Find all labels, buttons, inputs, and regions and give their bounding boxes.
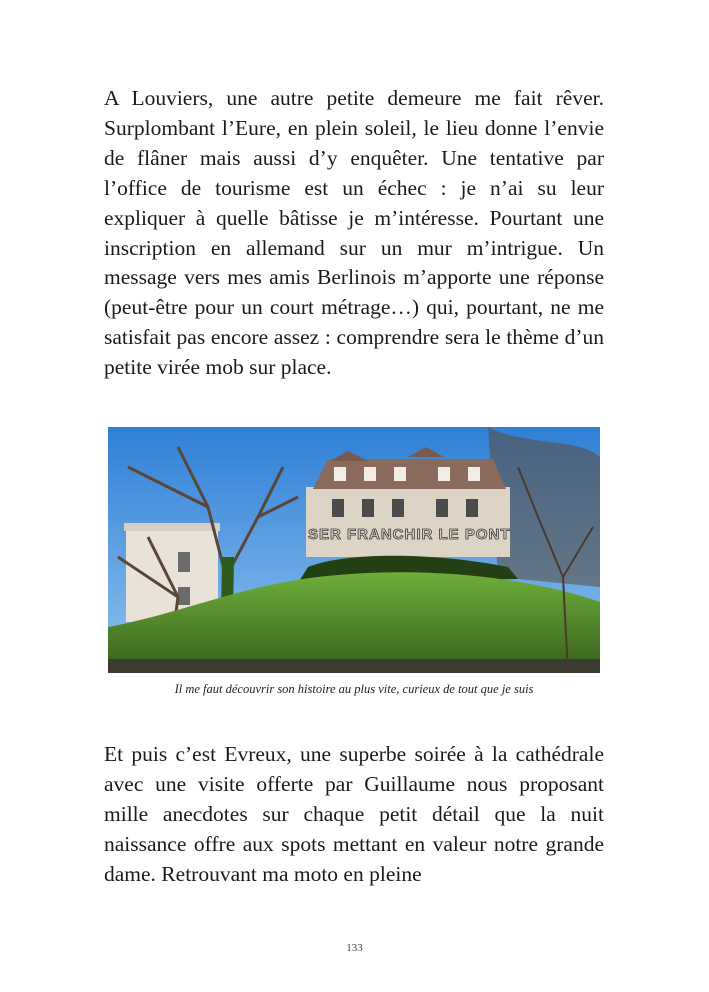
page-number: 133 — [346, 942, 363, 954]
chateau-photo — [108, 427, 600, 673]
body-paragraph-2: Et puis c’est Evreux, une superbe soirée à la cathédrale avec une visite offerte par Guillaume nous proposant mille anecdotes sur chaque petit détail que la nuit naissance offre aux spots mettant en valeur notre grande dame. Retrouvant ma moto en pleine — [104, 742, 604, 886]
photo-caption: Il me faut découvrir son histoire au plus vite, curieux de tout que je suis — [174, 682, 534, 696]
wall-inscription: SER FRANCHIR LE PONT — [308, 526, 511, 543]
body-paragraph-1: A Louviers, une autre petite demeure me fait rêver. Surplombant l’Eure, en plein soleil, le lieu donne l’envie de flâner mais aussi d’y enquêter. Une tentative par l’office de tourisme est un échec : je n’ai su leur expliquer à quelle bâtisse je m’intéresse. Pourtant une inscription en allemand sur un mur m’intrigue. Un message vers mes amis Berlinois m’apporte une réponse (peut-être pour un court métrage…) qui, pourtant, ne me satisfait pas encore assez : comprendre sera le thème d’un petite virée mob sur place. — [104, 86, 604, 380]
